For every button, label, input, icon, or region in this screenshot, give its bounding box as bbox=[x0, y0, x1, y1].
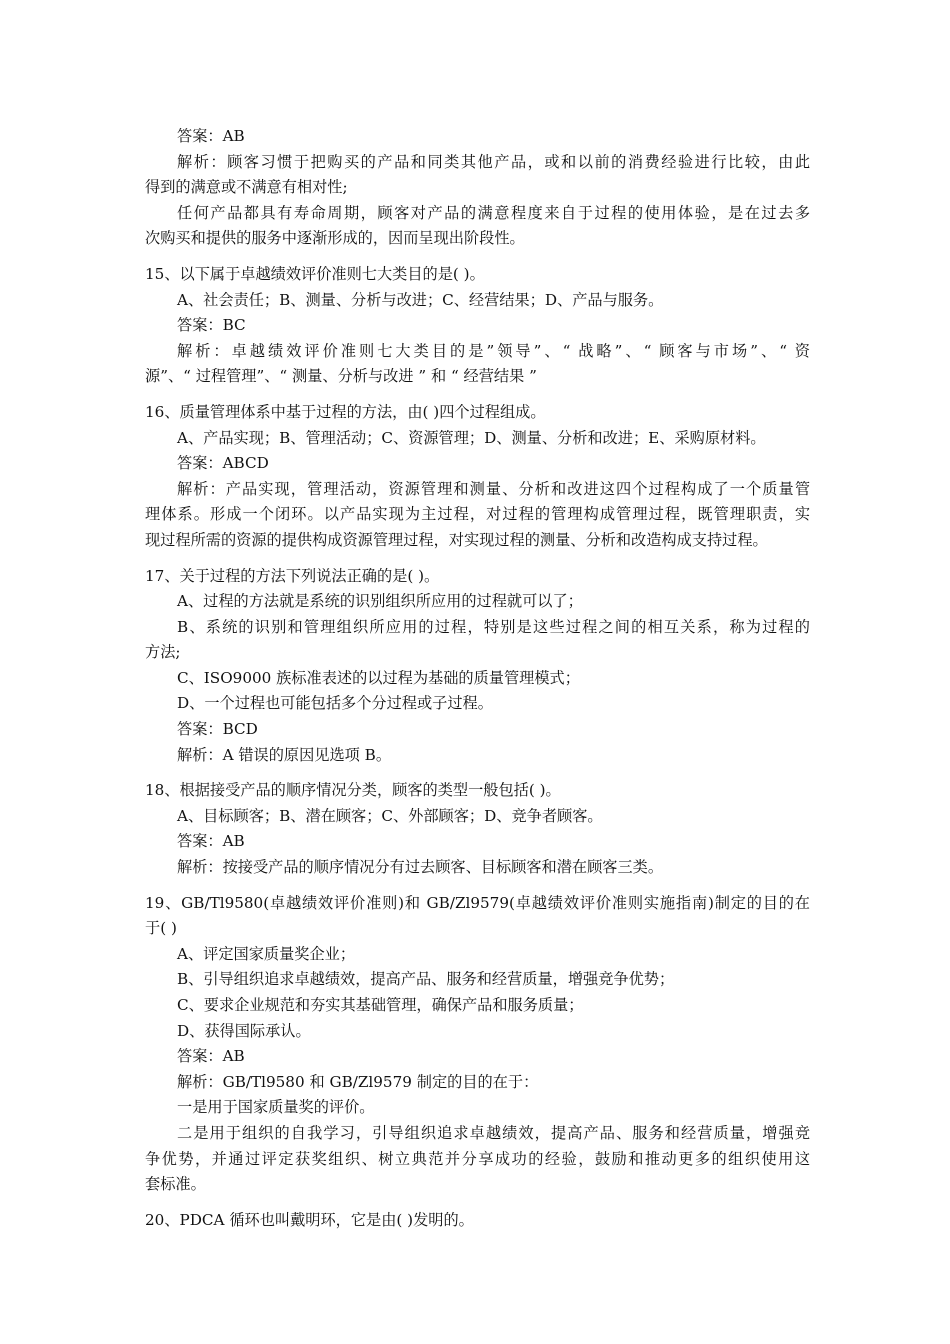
text-line: B、引导组织追求卓越绩效，提高产品、服务和经营质量，增强竞争优势； bbox=[177, 970, 675, 989]
paragraph-gap bbox=[145, 252, 810, 262]
text-line: 答案：ABCD bbox=[177, 454, 269, 473]
text-line: 15、以下属于卓越绩效评价准则七大类目的是( )。 bbox=[145, 264, 485, 283]
text-line: 解析：GB/Tl9580 和 GB/Zl9579 制定的目的在于： bbox=[177, 1072, 539, 1091]
text-line: 于( ) bbox=[145, 919, 177, 938]
text-line: 解析：卓越绩效评价准则七大类目的是”领导”、“ 战略”、“ 顾客与市场”、“ 资 bbox=[177, 341, 810, 360]
text-line: 方法; bbox=[145, 643, 181, 662]
paragraph-gap bbox=[145, 1198, 810, 1208]
text-line: D、获得国际承认。 bbox=[177, 1021, 311, 1040]
text-line: 次购买和提供的服务中逐渐形成的，因而呈现出阶段性。 bbox=[145, 229, 525, 248]
text-line: 源”、“ 过程管理”、“ 测量、分析与改进 ” 和 “ 经营结果 ” bbox=[145, 367, 537, 386]
text-line: 20、PDCA 循环也叫戴明环，它是由( )发明的。 bbox=[145, 1210, 474, 1229]
text-line: 争优势，并通过评定获奖组织、树立典范并分享成功的经验，鼓励和推动更多的组织使用这 bbox=[145, 1149, 810, 1168]
text-line: 套标准。 bbox=[145, 1175, 206, 1194]
text-line: 答案：AB bbox=[177, 1047, 245, 1066]
text-line: 19、GB/Tl9580(卓越绩效评价准则)和 GB/Zl9579(卓越绩效评价准则实施指南)制定的目的在 bbox=[145, 893, 810, 912]
text-line: A、目标顾客；B、潜在顾客；C、外部顾客；D、竞争者顾客。 bbox=[177, 806, 603, 825]
text-line: 解析：A 错误的原因见选项 B。 bbox=[177, 745, 392, 764]
text-line: D、一个过程也可能包括多个分过程或子过程。 bbox=[177, 694, 493, 713]
paragraph-gap bbox=[145, 768, 810, 778]
text-line: 任何产品都具有寿命周期，顾客对产品的满意程度来自于过程的使用体验，是在过去多 bbox=[177, 203, 810, 222]
text-line: 18、根据接受产品的顺序情况分类，顾客的类型一般包括( )。 bbox=[145, 781, 561, 800]
text-line: 答案：BC bbox=[177, 316, 246, 335]
text-line: 一是用于国家质量奖的评价。 bbox=[177, 1098, 375, 1117]
text-line: 现过程所需的资源的提供构成资源管理过程，对实现过程的测量、分析和改造构成支持过程。 bbox=[145, 530, 768, 549]
text-line: 理体系。形成一个闭环。以产品实现为主过程，对过程的管理构成管理过程，既管理职责，实 bbox=[145, 505, 810, 524]
text-line: C、要求企业规范和夯实其基础管理，确保产品和服务质量； bbox=[177, 996, 584, 1014]
text-line: 答案：AB bbox=[177, 127, 245, 145]
paragraph-gap bbox=[145, 390, 810, 400]
text-line: 解析：产品实现，管理活动，资源管理和测量、分析和改进这四个过程构成了一个质量管 bbox=[177, 479, 810, 498]
text-line: 17、关于过程的方法下列说法正确的是( )。 bbox=[145, 566, 440, 585]
text-line: 解析：按接受产品的顺序情况分有过去顾客、目标顾客和潜在顾客三类。 bbox=[177, 858, 663, 877]
text-line: 解析：顾客习惯于把购买的产品和同类其他产品，或和以前的消费经验进行比较，由此 bbox=[177, 152, 810, 171]
text-line: 答案：AB bbox=[177, 832, 245, 851]
text-line: A、评定国家质量奖企业； bbox=[177, 944, 356, 963]
text-line: 16、质量管理体系中基于过程的方法，由( )四个过程组成。 bbox=[145, 402, 546, 421]
text-line: A、社会责任；B、测量、分析与改进；C、经营结果；D、产品与服务。 bbox=[177, 290, 664, 309]
text-line: 得到的满意或不满意有相对性; bbox=[145, 178, 348, 197]
text-line: B、系统的识别和管理组织所应用的过程，特别是这些过程之间的相互关系，称为过程的 bbox=[177, 617, 810, 636]
text-line: 答案：BCD bbox=[177, 720, 258, 739]
text-line: C、ISO9000 族标准表述的以过程为基础的质量管理模式； bbox=[177, 668, 580, 687]
text-line: A、过程的方法就是系统的识别组织所应用的过程就可以了； bbox=[177, 592, 583, 611]
paragraph-gap bbox=[145, 881, 810, 891]
text-line: A、产品实现；B、管理活动；C、资源管理；D、测量、分析和改进；E、采购原材料。 bbox=[177, 428, 766, 447]
document-body bbox=[145, 124, 810, 1233]
text-line: 二是用于组织的自我学习，引导组织追求卓越绩效，提高产品、服务和经营质量，增强竞 bbox=[177, 1123, 810, 1142]
paragraph-gap bbox=[145, 554, 810, 564]
